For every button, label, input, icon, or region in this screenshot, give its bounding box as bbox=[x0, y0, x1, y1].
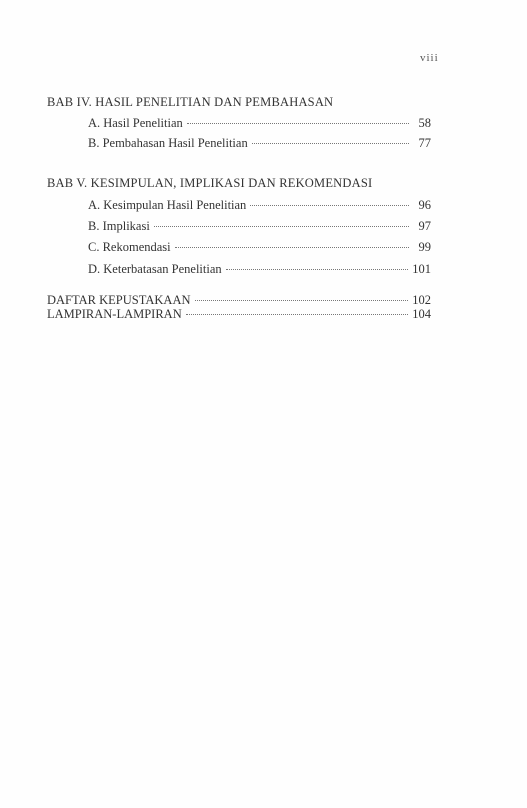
dot-leader bbox=[226, 269, 409, 270]
toc-entry bbox=[47, 293, 431, 308]
toc-entry-label: A. Hasil Penelitian bbox=[88, 116, 183, 130]
toc-entry-label: B. Implikasi bbox=[88, 219, 150, 233]
toc-entry-page: 102 bbox=[412, 293, 431, 307]
toc-entry-label: DAFTAR KEPUSTAKAAN bbox=[47, 293, 191, 307]
page-number: viii bbox=[420, 52, 439, 64]
dot-leader bbox=[187, 123, 409, 124]
dot-leader bbox=[175, 247, 409, 248]
toc-entry-page: 96 bbox=[418, 198, 431, 212]
toc-entry-page: 104 bbox=[412, 307, 431, 321]
toc-entry-label: C. Rekomendasi bbox=[88, 240, 171, 254]
toc-entry-page: 101 bbox=[412, 262, 431, 276]
toc-entry-page: 97 bbox=[418, 219, 431, 233]
toc-entry-page: 99 bbox=[418, 240, 431, 254]
chapter-heading: BAB V. KESIMPULAN, IMPLIKASI DAN REKOMENDASI bbox=[47, 176, 373, 190]
toc-entry-page: 58 bbox=[418, 116, 431, 130]
toc-entry-label: A. Kesimpulan Hasil Penelitian bbox=[88, 198, 247, 212]
toc-entry bbox=[88, 262, 431, 277]
toc-entry-page: 77 bbox=[418, 136, 431, 150]
dot-leader bbox=[250, 205, 409, 206]
toc-entry bbox=[88, 116, 431, 131]
chapter-heading: BAB IV. HASIL PENELITIAN DAN PEMBAHASAN bbox=[47, 95, 334, 109]
toc-entry-label: D. Keterbatasan Penelitian bbox=[88, 262, 222, 276]
dot-leader bbox=[195, 300, 409, 301]
toc-entry-label: LAMPIRAN-LAMPIRAN bbox=[47, 307, 182, 321]
toc-entry bbox=[88, 198, 431, 213]
toc-entry bbox=[88, 219, 431, 234]
toc-entry bbox=[88, 136, 431, 151]
toc-entry bbox=[47, 307, 431, 322]
toc-entry-label: B. Pembahasan Hasil Penelitian bbox=[88, 136, 248, 150]
dot-leader bbox=[154, 226, 409, 227]
dot-leader bbox=[186, 314, 409, 315]
toc-entry bbox=[88, 240, 431, 255]
dot-leader bbox=[252, 143, 409, 144]
